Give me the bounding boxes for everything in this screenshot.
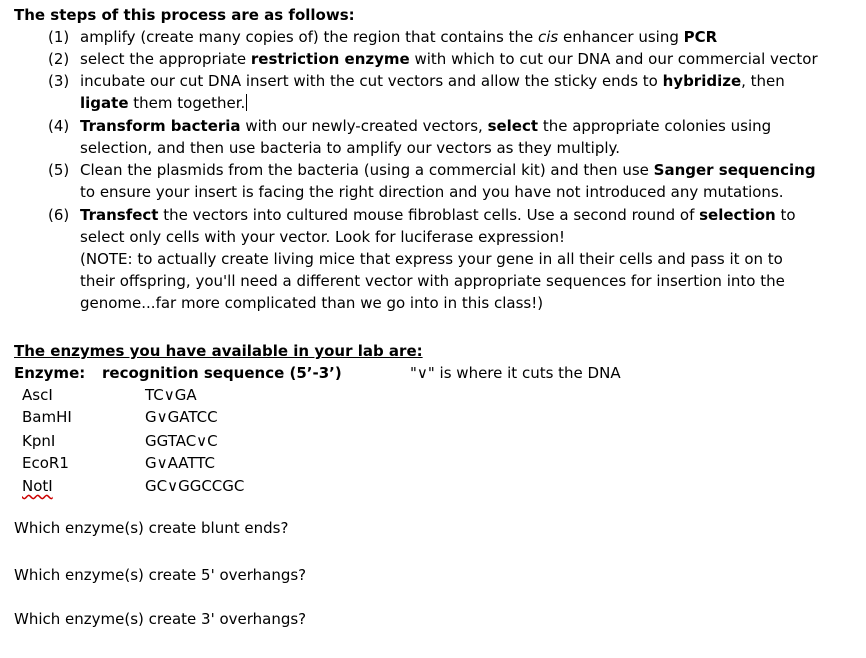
step-text-segment: hybridize (662, 72, 742, 90)
step-text (80, 26, 820, 48)
step-text[interactable] (80, 70, 800, 114)
enzyme-sequence: TC∨GA (145, 386, 197, 404)
sequence-column-header: recognition sequence (5’-3’) (102, 364, 342, 382)
enzyme-name: EcoR1 (22, 454, 69, 472)
step-text-segment: select the appropriate (80, 50, 251, 68)
step-text-segment: amplify (create many copies of) the region that contains the (80, 28, 538, 46)
step-text-segment: Clean the plasmids from the bacteria (using a commercial kit) and then use (80, 161, 654, 179)
step-number: (3) (48, 72, 70, 90)
step-number: (6) (48, 206, 70, 224)
step-text (80, 159, 820, 203)
note-text: (NOTE: to actually create living mice that express your gene in all their cells and pass it on to their offspring, you'll need a different vector with appropriate sequences for insertion into the genome...far more complicated than we go into in this class!) (80, 250, 785, 312)
enzyme-sequence: G∨AATTC (145, 454, 216, 472)
step-text-segment: ligate (80, 94, 129, 112)
step-text-segment: PCR (683, 28, 718, 46)
step-number: (2) (48, 50, 70, 68)
step-text-segment: enhancer using (558, 28, 684, 46)
step-text-segment: to select only cells with your vector. Look for luciferase expression! (80, 206, 796, 246)
step-number: (5) (48, 161, 70, 179)
step-text-segment: with our newly-created vectors, (240, 117, 488, 135)
step-text-segment: the appropriate colonies using selection, and then use bacteria to amplify our vectors as they multiply. (80, 117, 772, 157)
step-text-segment: Transfect (80, 206, 159, 224)
enzyme-name: AscI (22, 386, 53, 404)
enzyme-sequence: GC∨GGCCGC (145, 477, 245, 495)
page-title: The steps of this process are as follows: (14, 6, 355, 24)
step-text (80, 48, 820, 70)
question-3-overhangs: Which enzyme(s) create 3' overhangs? (14, 610, 307, 628)
question-5-overhangs: Which enzyme(s) create 5' overhangs? (14, 566, 307, 584)
enzyme-column-header: Enzyme: (14, 364, 86, 382)
enzyme-name: KpnI (22, 432, 56, 450)
enzyme-sequence: GGTAC∨C (145, 432, 218, 450)
enzymes-heading: The enzymes you have available in your lab are: (14, 342, 423, 360)
question-blunt-ends: Which enzyme(s) create blunt ends? (14, 519, 289, 537)
step-text-segment: Transform bacteria (80, 117, 241, 135)
step-text-segment: restriction enzyme (250, 50, 410, 68)
step-text-segment: incubate our cut DNA insert with the cut vectors and allow the sticky ends to (80, 72, 663, 90)
enzyme-sequence: G∨GATCC (145, 408, 218, 426)
step-text-segment: Sanger sequencing (653, 161, 816, 179)
step-number: (4) (48, 117, 70, 135)
step-number: (1) (48, 28, 70, 46)
step-text-segment: selection (699, 206, 776, 224)
step-text-segment: cis (537, 28, 559, 46)
step-text-segment: them together. (128, 94, 246, 112)
step-text-segment: , then (741, 72, 785, 90)
step-text (80, 204, 800, 248)
step-text (80, 115, 780, 159)
step-text-segment: select (487, 117, 539, 135)
step-text-segment: the vectors into cultured mouse fibroblast cells. Use a second round of (158, 206, 700, 224)
text-cursor (246, 94, 247, 111)
step-text-segment: to ensure your insert is facing the right direction and you have not introduced any mutations. (80, 183, 784, 201)
step-text-segment: with which to cut our DNA and our commercial vector (409, 50, 818, 68)
enzyme-name: NotI (22, 477, 53, 495)
enzyme-name: BamHI (22, 408, 72, 426)
cut-site-note: "∨" is where it cuts the DNA (410, 364, 621, 382)
